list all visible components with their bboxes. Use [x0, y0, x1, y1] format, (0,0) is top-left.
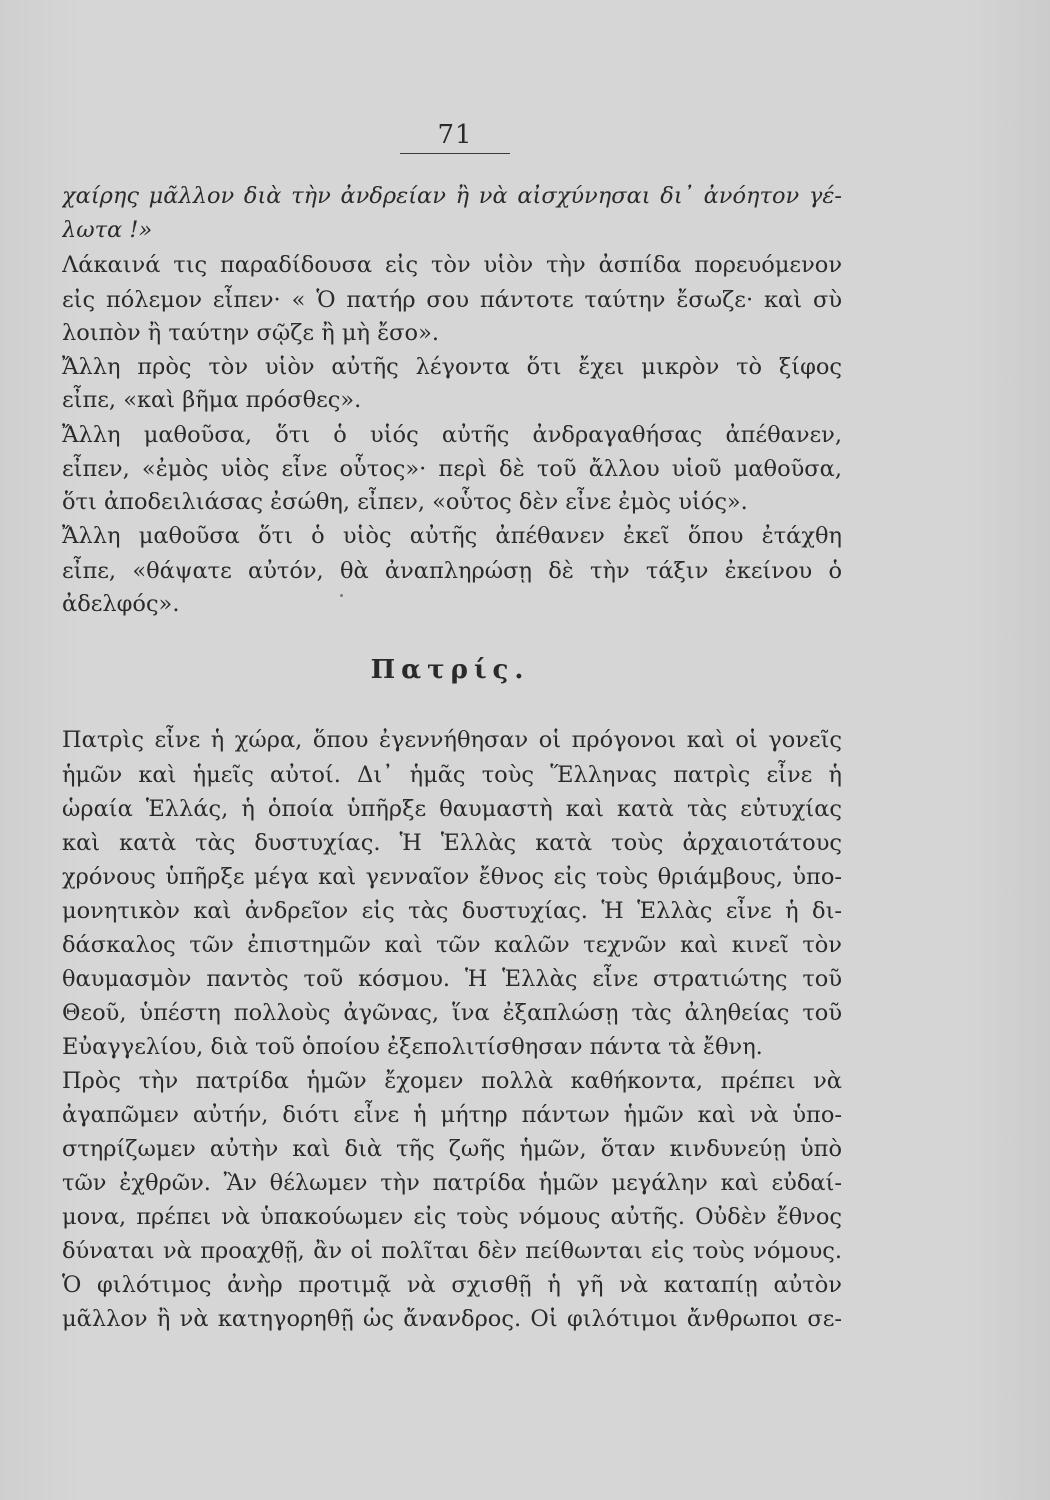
text-line-24: Πρὸς τὴν πατρίδα ἡμῶν ἔχομεν πολλὰ καθήκοντα, πρέπει νὰ [62, 1068, 842, 1094]
text-line-6: Ἄλλη πρὸς τὸν υἱὸν αὐτῆς λέγοντα ὅτι ἔχει μικρὸν τὸ ξίφος [62, 354, 842, 380]
text-line-27: τῶν ἐχθρῶν. Ἂν θέλωμεν τὴν πατρίδα ἡμῶν μεγάλην καὶ εὐδαί- [62, 1170, 842, 1196]
text-line-14: Πατρὶς εἶνε ἡ χώρα, ὅπου ἐγεννήθησαν οἱ πρόγονοι καὶ οἱ γονεῖς [62, 727, 842, 753]
page-number-rule [400, 153, 510, 154]
text-line-26: στηρίζωμεν αὐτὴν καὶ διὰ τῆς ζωῆς ἡμῶν, ὅταν κινδυνεύῃ ὑπὸ [62, 1136, 842, 1162]
text-line-2: λωτα !» [62, 217, 153, 243]
text-line-10: ὅτι ἀποδειλιάσας ἐσώθη, εἶπεν, «οὗτος δὲν εἶνε ἐμὸς υἱός». [62, 489, 748, 515]
text-line-7: εἶπε, «καὶ βῆμα πρόσθες». [62, 387, 362, 413]
text-line-30: Ὁ φιλότιμος ἀνὴρ προτιμᾷ νὰ σχισθῇ ἡ γῆ νὰ καταπίῃ αὐτὸν [62, 1272, 842, 1298]
text-line-5: λοιπὸν ἢ ταύτην σῷζε ἢ μὴ ἔσο». [62, 320, 439, 346]
section-heading: Πατρίς. [370, 655, 530, 685]
text-line-13: ἀδελφός». [62, 591, 180, 617]
text-line-18: χρόνους ὑπῆρξε μέγα καὶ γενναῖον ἔθνος εἰς τοὺς θριάμβους, ὑπο- [62, 864, 842, 890]
text-line-17: καὶ κατὰ τὰς δυστυχίας. Ἡ Ἑλλὰς κατὰ τοὺς ἀρχαιοτάτους [62, 830, 842, 856]
page-number: 71 [437, 120, 473, 150]
text-line-8: Ἄλλη μαθοῦσα, ὅτι ὁ υἱός αὐτῆς ἀνδραγαθήσας ἀπέθανεν, [62, 422, 842, 448]
text-line-12: εἶπε, «θάψατε αὐτόν, θὰ ἀναπληρώσῃ δὲ τὴν τάξιν ἐκείνου ὁ [62, 558, 842, 584]
text-line-29: δύναται νὰ προαχθῇ, ἂν οἱ πολῖται δὲν πείθωνται εἰς τοὺς νόμους. [62, 1238, 842, 1264]
text-line-25: ἀγαπῶμεν αὐτήν, διότι εἶνε ἡ μήτηρ πάντων ἡμῶν καὶ νὰ ὑπο- [62, 1102, 842, 1128]
text-line-3: Λάκαινά τις παραδίδουσα εἰς τὸν υἱὸν τὴν ἀσπίδα πορευόμενον [62, 252, 842, 278]
text-line-20: δάσκαλος τῶν ἐπιστημῶν καὶ τῶν καλῶν τεχνῶν καὶ κινεῖ τὸν [62, 932, 842, 958]
text-line-22: Θεοῦ, ὑπέστη πολλοὺς ἀγῶνας, ἵνα ἐξαπλώσῃ τὰς ἀληθείας τοῦ [62, 1000, 842, 1026]
text-line-28: μονα, πρέπει νὰ ὑπακούωμεν εἰς τοὺς νόμους αὐτῆς. Οὐδὲν ἔθνος [62, 1204, 842, 1230]
text-line-21: θαυμασμὸν παντὸς τοῦ κόσμου. Ἡ Ἑλλὰς εἶνε στρατιώτης τοῦ [62, 966, 842, 992]
paper-speck [340, 594, 343, 597]
text-line-23: Εὐαγγελίου, διὰ τοῦ ὁποίου ἐξεπολιτίσθησαν πάντα τὰ ἔθνη. [62, 1034, 763, 1060]
text-line-1: χαίρης μᾶλλον διὰ τὴν ἀνδρείαν ἢ νὰ αἰσχύνησαι δι᾽ ἀνόητον γέ- [62, 183, 842, 209]
text-line-31: μᾶλλον ἢ νὰ κατηγορηθῇ ὡς ἄνανδρος. Οἱ φιλότιμοι ἄνθρωποι σε- [62, 1306, 842, 1332]
text-line-15: ἡμῶν καὶ ἡμεῖς αὐτοί. Δι᾽ ἡμᾶς τοὺς Ἕλληνας πατρὶς εἶνε ἡ [62, 762, 842, 788]
text-line-11: Ἄλλη μαθοῦσα ὅτι ὁ υἱὸς αὐτῆς ἀπέθανεν ἐκεῖ ὅπου ἐτάχθη [62, 523, 842, 549]
text-line-4: εἰς πόλεμον εἶπεν· « Ὁ πατήρ σου πάντοτε ταύτην ἔσωζε· καὶ σὺ [62, 287, 842, 313]
text-line-9: εἶπεν, «ἐμὸς υἱὸς εἶνε οὗτος»· περὶ δὲ τοῦ ἄλλου υἱοῦ μαθοῦσα, [62, 456, 842, 482]
text-line-16: ὡραία Ἑλλάς, ἡ ὁποία ὑπῆρξε θαυμαστὴ καὶ κατὰ τὰς εὐτυχίας [62, 796, 842, 822]
text-line-19: μονητικὸν καὶ ἀνδρεῖον εἰς τὰς δυστυχίας. Ἡ Ἑλλὰς εἶνε ἡ δι- [62, 898, 842, 924]
